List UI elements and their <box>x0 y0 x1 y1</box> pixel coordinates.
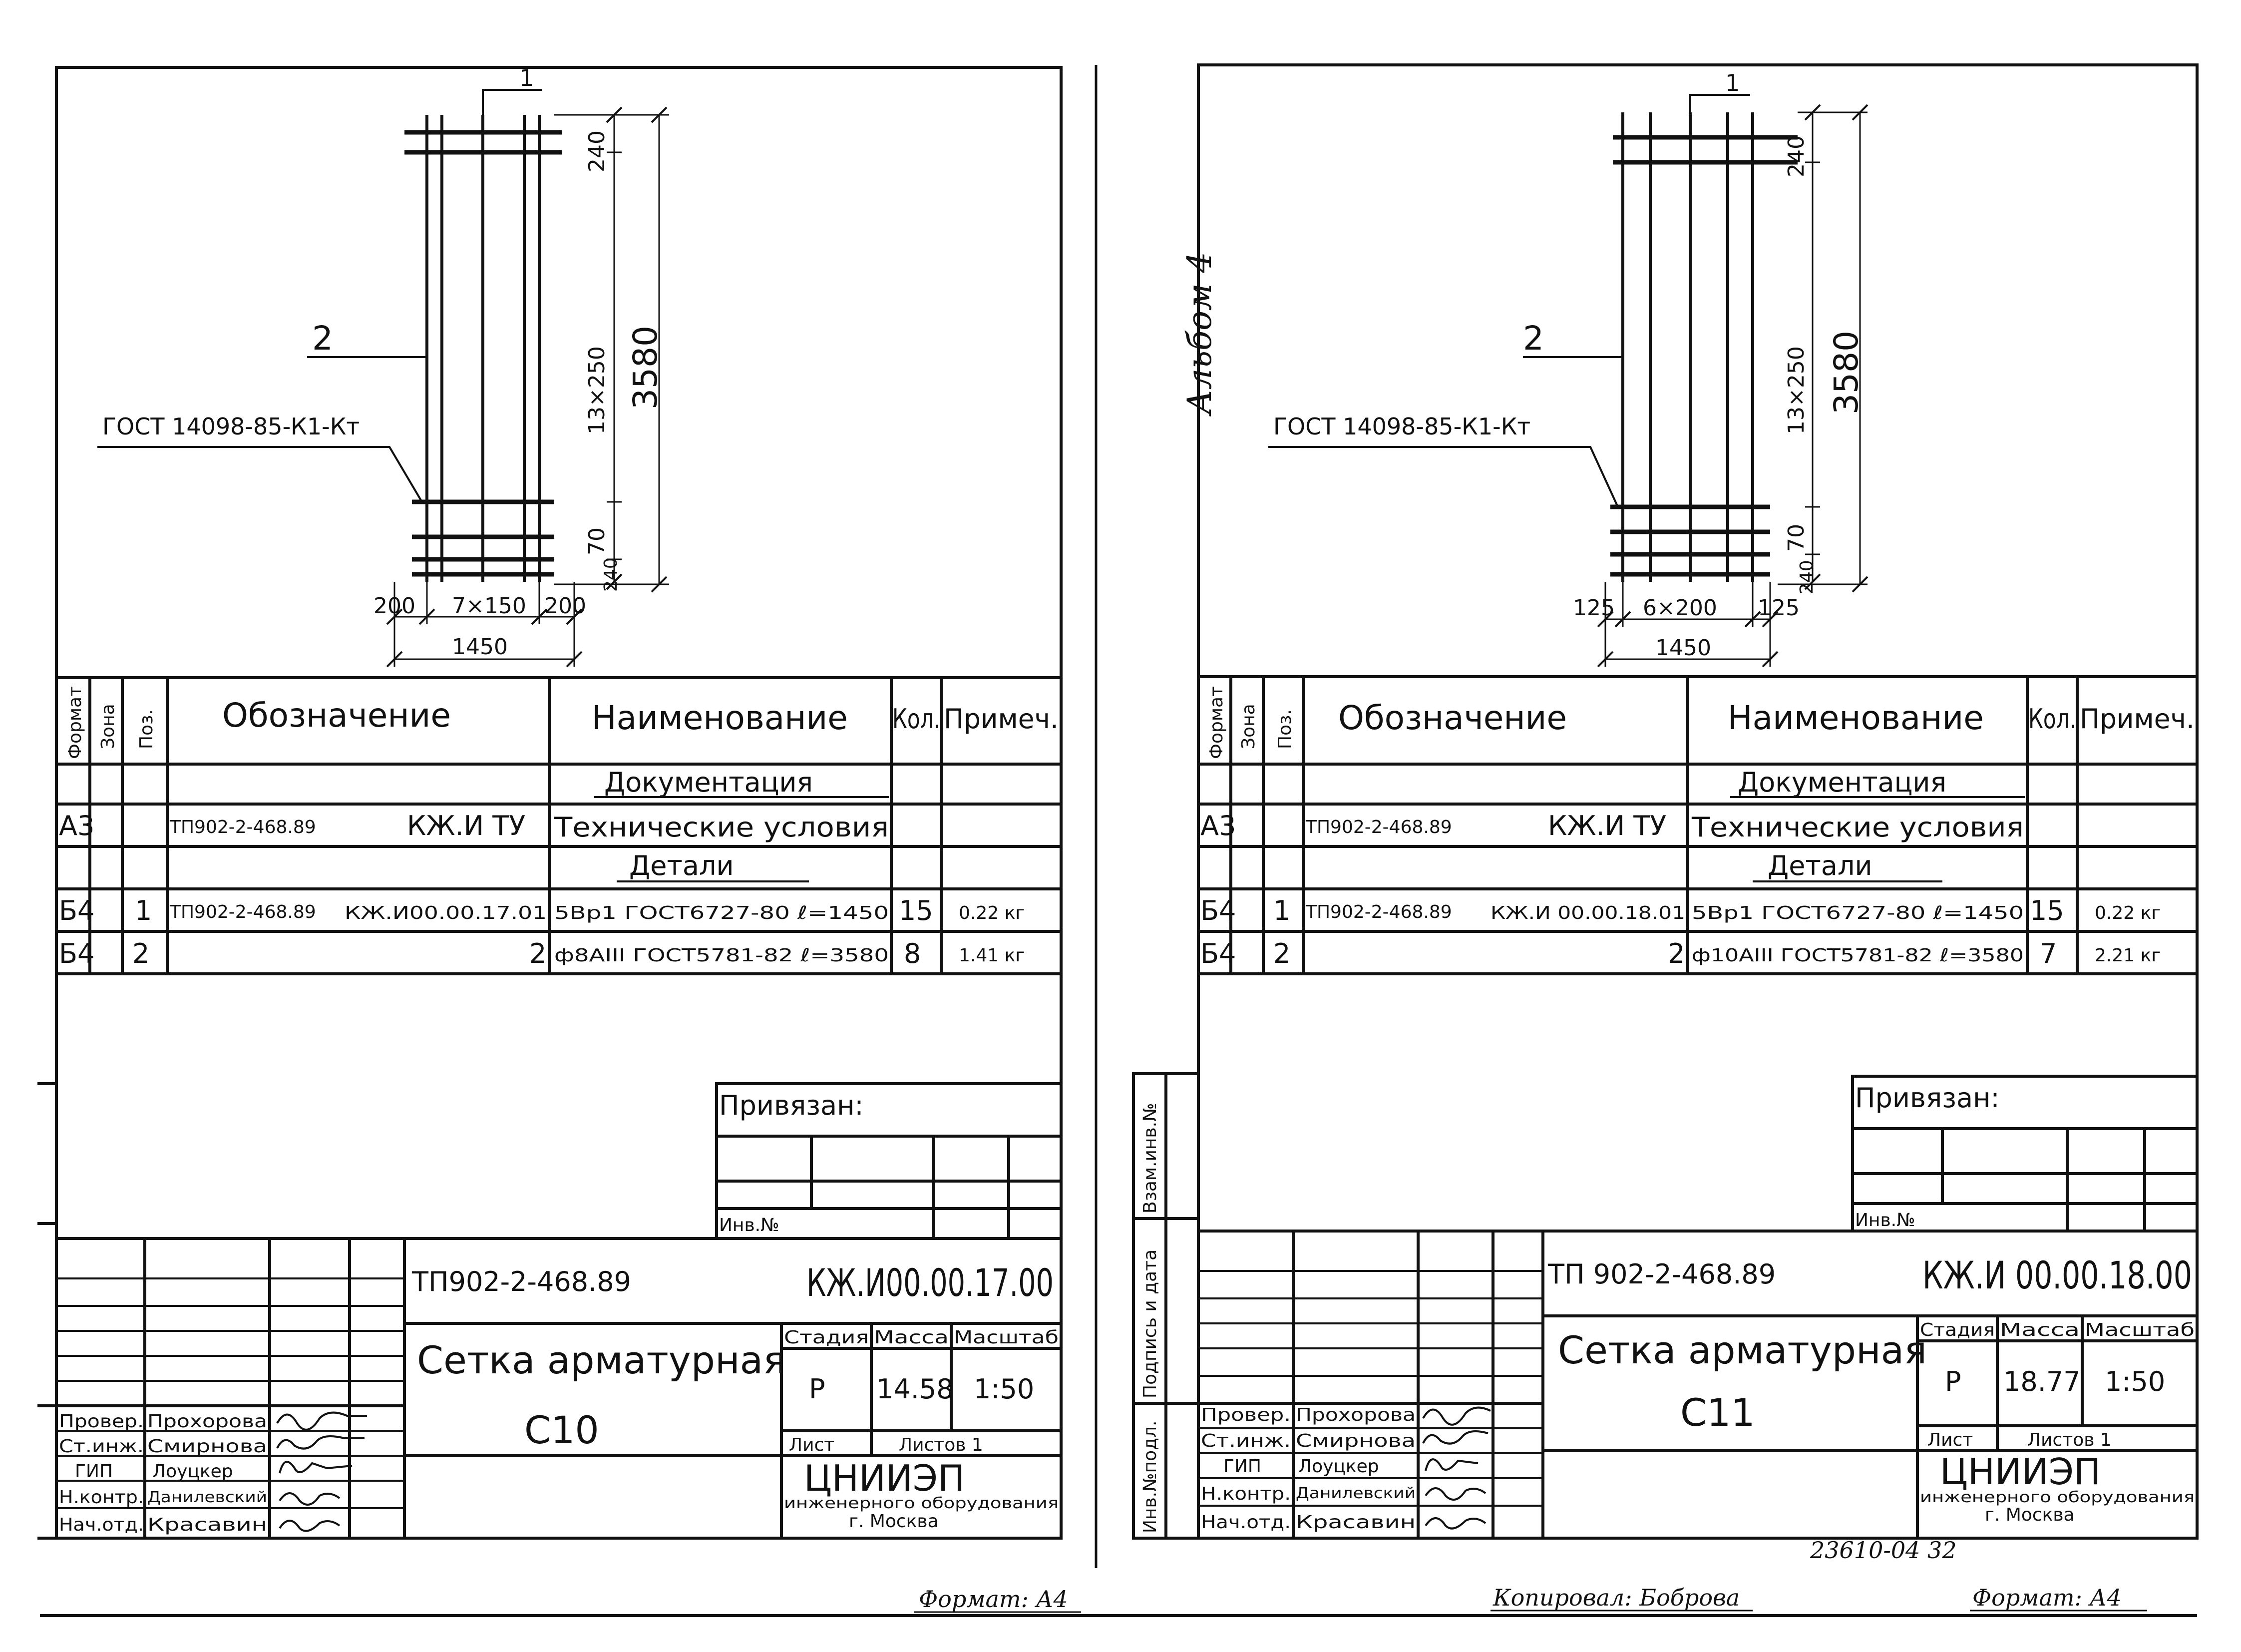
row2-name: ф8АIII ГОСТ5781-82 ℓ=3580 <box>554 945 889 966</box>
project-code: ТП 902-2-468.89 <box>1548 1258 1776 1290</box>
dim-center: 7×150 <box>452 593 526 619</box>
signatures <box>1423 1408 1491 1529</box>
org-name: ЦНИИЭП <box>1940 1451 2101 1493</box>
sheet-label: Лист <box>1927 1430 1973 1450</box>
sheet-title: Сетка арматурная <box>417 1338 786 1382</box>
row-tu-designation: ТП902-2-468.89 <box>170 817 316 837</box>
row2-pos: 2 <box>1273 938 1291 969</box>
dim-total: 3580 <box>1827 331 1866 414</box>
dim-bottom: 70 <box>584 527 610 555</box>
stamp-stage: Р <box>809 1373 825 1405</box>
dim-right: 200 <box>544 593 586 619</box>
person-4: Данилевский <box>1296 1485 1416 1502</box>
col-name: Наименование <box>592 699 848 737</box>
dim-bottom-small: 240 <box>1797 560 1817 594</box>
row2-doc: 2 <box>1668 938 1685 969</box>
dim-center: 6×200 <box>1643 595 1717 621</box>
row2-doc: 2 <box>529 938 547 969</box>
org-name: ЦНИИЭП <box>804 1457 965 1499</box>
row1-doc: КЖ.И 00.00.18.01 <box>1491 903 1685 923</box>
col-pos: Поз. <box>136 709 157 749</box>
dim-top: 240 <box>584 130 610 172</box>
stamp-scale-label: Масштаб <box>954 1327 1059 1348</box>
col-note: Примеч. <box>2080 703 2195 735</box>
album-label: Альбом 4 <box>1180 252 1219 414</box>
role-head: Нач.отд. <box>59 1515 144 1535</box>
row-tu-format: А3 <box>1200 810 1236 841</box>
org-sub: инженерного оборудования <box>1920 1489 2195 1506</box>
bound-label: Привязан: <box>1855 1082 2000 1114</box>
stamp-mass: 14.58 <box>876 1373 954 1405</box>
sheet-right <box>1133 65 2197 1611</box>
row-tu-format: А3 <box>59 810 95 841</box>
role-head: Нач.отд. <box>1201 1512 1291 1533</box>
row2-qty: 8 <box>904 938 921 969</box>
row2-note: 1.41 кг <box>959 945 1025 966</box>
dim-bottom: 70 <box>1784 524 1809 552</box>
row1-doc: КЖ.И00.00.17.01 <box>345 903 547 923</box>
side-label-replace: Взам.инв.№ <box>1140 1103 1160 1214</box>
sheets-count: Листов 1 <box>899 1435 983 1455</box>
drawing-code: КЖ.И00.00.17.00 <box>806 1260 1054 1305</box>
row2-qty: 7 <box>2040 938 2057 969</box>
col-name: Наименование <box>1728 699 1984 737</box>
callout-2: 2 <box>312 319 333 358</box>
row1-qty: 15 <box>899 895 933 926</box>
stamp-stage-label: Стадия <box>784 1327 869 1348</box>
dim-mid: 13×250 <box>584 346 610 434</box>
copied-by: Копировал: Боброва <box>1493 1584 1740 1611</box>
col-designation: Обозначение <box>222 696 451 735</box>
role-check: Провер. <box>1201 1405 1291 1425</box>
row1-pos: 1 <box>1273 895 1291 926</box>
archive-number: 23610-04 32 <box>1810 1537 1957 1564</box>
sheet-title: Сетка арматурная <box>1558 1328 1927 1372</box>
row1-format: Б4 <box>59 895 95 926</box>
format-footer: Формат: А4 <box>919 1586 1068 1613</box>
col-zone: Зона <box>98 704 118 749</box>
section-docs: Документация <box>1738 767 1946 798</box>
dim-width: 1450 <box>452 634 508 660</box>
side-label-inv: Инв.№подл. <box>1140 1420 1160 1533</box>
org-sub: инженерного оборудования <box>784 1495 1059 1512</box>
sheets-count: Листов 1 <box>2027 1430 2112 1450</box>
section-parts: Детали <box>629 850 734 881</box>
col-pos: Поз. <box>1275 709 1295 749</box>
role-gip: ГИП <box>1223 1456 1261 1477</box>
project-code: ТП902-2-468.89 <box>412 1266 631 1297</box>
col-qty: Кол. <box>892 703 940 735</box>
row2-name: ф10АIII ГОСТ5781-82 ℓ=3580 <box>1692 945 2024 966</box>
col-note: Примеч. <box>944 703 1059 735</box>
gost-note: ГОСТ 14098-85-К1-Кт <box>1273 413 1531 440</box>
dim-bottom-small: 240 <box>601 557 621 592</box>
dim-width: 1450 <box>1655 635 1711 661</box>
sheet-left <box>56 64 1081 1613</box>
role-ncontr: Н.контр. <box>59 1487 144 1508</box>
stamp-mass-label: Масса <box>2000 1320 2080 1340</box>
role-check: Провер. <box>59 1411 144 1432</box>
person-5: Красавин <box>1296 1512 1416 1533</box>
org-city: г. Москва <box>849 1511 939 1532</box>
stamp-stage: Р <box>1945 1366 1961 1397</box>
row2-pos: 2 <box>132 938 150 969</box>
row1-note: 0.22 кг <box>959 903 1025 923</box>
col-qty: Кол. <box>2028 703 2076 735</box>
section-docs: Документация <box>604 767 813 798</box>
row-tu-doc: КЖ.И ТУ <box>1548 810 1667 841</box>
col-format: Формат <box>65 686 85 759</box>
stamp-stage-label: Стадия <box>1920 1320 1995 1340</box>
person-1: Прохорова <box>1296 1405 1416 1425</box>
stamp-mass: 18.77 <box>2003 1366 2081 1397</box>
col-zone: Зона <box>1238 704 1259 749</box>
section-parts: Детали <box>1768 850 1872 881</box>
row1-note: 0.22 кг <box>2095 903 2161 923</box>
drawing-code: КЖ.И 00.00.18.00 <box>1922 1253 2192 1297</box>
person-2: Смирнова <box>147 1436 267 1457</box>
person-3: Лоуцкер <box>1298 1456 1379 1477</box>
role-gip: ГИП <box>75 1461 113 1482</box>
stamp-mass-label: Масса <box>874 1327 949 1348</box>
col-format: Формат <box>1206 686 1227 759</box>
callout-1: 1 <box>519 64 534 91</box>
row1-designation: ТП902-2-468.89 <box>170 902 316 922</box>
sheet-label: Лист <box>789 1435 835 1455</box>
inv-label: Инв.№ <box>719 1215 779 1236</box>
row-tu-designation: ТП902-2-468.89 <box>1306 817 1452 837</box>
col-designation: Обозначение <box>1338 699 1567 737</box>
row1-format: Б4 <box>1200 895 1236 926</box>
dim-mid: 13×250 <box>1784 346 1809 434</box>
row1-qty: 15 <box>2030 895 2064 926</box>
dim-total: 3580 <box>626 326 665 410</box>
stamp-scale: 1:50 <box>2105 1366 2166 1397</box>
person-4: Данилевский <box>147 1489 267 1506</box>
row1-designation: ТП902-2-468.89 <box>1306 902 1452 922</box>
person-1: Прохорова <box>147 1411 267 1432</box>
row1-name: 5Вр1 ГОСТ6727-80 ℓ=1450 <box>1692 903 2024 923</box>
stamp-scale-label: Масштаб <box>2085 1320 2195 1340</box>
row1-name: 5Вр1 ГОСТ6727-80 ℓ=1450 <box>554 903 889 923</box>
role-eng: Ст.инж. <box>59 1436 144 1457</box>
org-city: г. Москва <box>1985 1505 2075 1525</box>
person-2: Смирнова <box>1296 1431 1416 1451</box>
row-tu-name: Технические условия <box>553 812 889 843</box>
sheet-mark: С10 <box>524 1408 599 1452</box>
dim-top: 240 <box>1784 135 1809 177</box>
person-5: Красавин <box>147 1515 267 1535</box>
inv-label: Инв.№ <box>1855 1210 1915 1231</box>
side-label-sign: Подпись и дата <box>1140 1249 1160 1398</box>
bound-label: Привязан: <box>719 1090 864 1121</box>
row2-format: Б4 <box>1200 938 1236 969</box>
sheet-mark: С11 <box>1680 1390 1755 1435</box>
stamp-scale: 1:50 <box>974 1373 1035 1405</box>
row-tu-doc: КЖ.И ТУ <box>407 810 526 841</box>
callout-2: 2 <box>1523 319 1544 358</box>
row-tu-name: Технические условия <box>1691 812 2024 843</box>
row1-pos: 1 <box>135 895 152 926</box>
callout-1: 1 <box>1725 69 1740 96</box>
row2-format: Б4 <box>59 938 95 969</box>
format-footer: Формат: А4 <box>1972 1584 2122 1611</box>
person-3: Лоуцкер <box>152 1461 233 1482</box>
dim-left: 200 <box>374 593 415 619</box>
dim-right: 125 <box>1758 595 1800 621</box>
row2-note: 2.21 кг <box>2095 945 2161 966</box>
role-eng: Ст.инж. <box>1201 1431 1291 1451</box>
role-ncontr: Н.контр. <box>1201 1484 1291 1504</box>
dim-left: 125 <box>1573 595 1615 621</box>
gost-note: ГОСТ 14098-85-К1-Кт <box>102 413 360 440</box>
